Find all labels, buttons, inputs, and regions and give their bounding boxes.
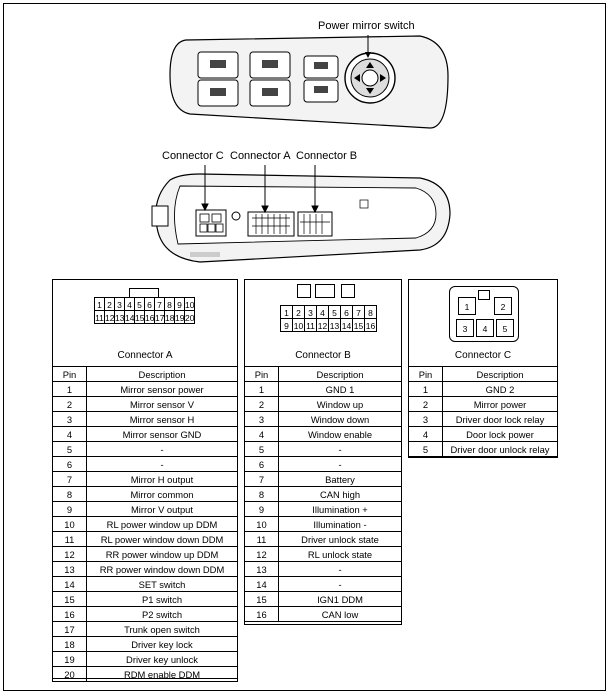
description-cell: GND 1 xyxy=(279,382,402,397)
connector-pin: 6 xyxy=(340,305,353,319)
pin-cell: 3 xyxy=(245,412,279,427)
table-row xyxy=(245,502,402,517)
connector-pin: 1 xyxy=(94,297,105,311)
pin-cell: 12 xyxy=(53,547,87,562)
pin-cell: 14 xyxy=(245,577,279,592)
table-row xyxy=(53,502,238,517)
description-cell: Mirror sensor H xyxy=(87,412,238,427)
pin-cell: 19 xyxy=(53,652,87,667)
description-cell: Illumination + xyxy=(279,502,402,517)
connector-c-table xyxy=(408,366,558,457)
pin-cell: 6 xyxy=(245,457,279,472)
table-row xyxy=(409,442,558,457)
connector-pin: 6 xyxy=(144,297,155,311)
pin-cell: 16 xyxy=(245,607,279,622)
table-row xyxy=(245,427,402,442)
pin-cell: 8 xyxy=(53,487,87,502)
pin-cell: 2 xyxy=(53,397,87,412)
connector-a-title: Connector A xyxy=(117,350,173,361)
connector-pin: 8 xyxy=(164,297,175,311)
description-cell: Mirror common xyxy=(87,487,238,502)
pin-cell: 4 xyxy=(409,427,443,442)
pin-cell: 13 xyxy=(245,562,279,577)
connector-pin: 9 xyxy=(280,318,293,332)
connector-c-pin: 2 xyxy=(494,297,512,315)
pin-cell: 9 xyxy=(245,502,279,517)
table-row xyxy=(53,442,238,457)
connector-pin: 15 xyxy=(352,318,365,332)
description-cell: IGN1 DDM xyxy=(279,592,402,607)
table-row xyxy=(245,487,402,502)
connector-pin: 18 xyxy=(164,310,175,324)
connector-pin: 8 xyxy=(364,305,377,319)
table-row xyxy=(53,532,238,547)
pin-cell: 4 xyxy=(245,427,279,442)
connector-a-label: Connector A xyxy=(230,150,291,162)
table-row xyxy=(53,457,238,472)
description-cell: P1 switch xyxy=(87,592,238,607)
table-row xyxy=(53,547,238,562)
table-row xyxy=(53,622,238,637)
pin-cell: 1 xyxy=(53,382,87,397)
connector-a-panel xyxy=(52,279,238,679)
pin-cell: 13 xyxy=(53,562,87,577)
connector-b-face xyxy=(281,284,377,348)
description-cell: Driver door unlock relay xyxy=(443,442,558,457)
pin-cell: 9 xyxy=(53,502,87,517)
pin-cell: 6 xyxy=(53,457,87,472)
power-mirror-switch-label: Power mirror switch xyxy=(318,20,415,32)
description-cell: Mirror power xyxy=(443,397,558,412)
connector-pin: 9 xyxy=(174,297,185,311)
connector-pin: 14 xyxy=(340,318,353,332)
connector-a-face xyxy=(95,288,197,344)
description-cell: - xyxy=(279,457,402,472)
description-cell: Driver key unlock xyxy=(87,652,238,667)
table-row xyxy=(53,637,238,652)
connector-pin: 16 xyxy=(144,310,155,324)
connector-pin: 14 xyxy=(124,310,135,324)
table-row xyxy=(53,517,238,532)
description-cell: Driver unlock state xyxy=(279,532,402,547)
connector-pin: 20 xyxy=(184,310,195,324)
description-cell: Mirror H output xyxy=(87,472,238,487)
table-row xyxy=(53,397,238,412)
connector-pin: 12 xyxy=(316,318,329,332)
table-row xyxy=(245,607,402,622)
description-cell: Mirror V output xyxy=(87,502,238,517)
table-row xyxy=(53,577,238,592)
connector-a-table xyxy=(52,366,238,682)
description-cell: Trunk open switch xyxy=(87,622,238,637)
connector-b-label: Connector B xyxy=(296,150,358,162)
pin-cell: 15 xyxy=(53,592,87,607)
table-row xyxy=(53,652,238,667)
switch-illustration xyxy=(0,0,611,280)
connector-pin: 19 xyxy=(174,310,185,324)
pin-cell: 5 xyxy=(409,442,443,457)
pin-cell: 11 xyxy=(245,532,279,547)
pin-cell: 3 xyxy=(409,412,443,427)
pin-cell: 7 xyxy=(245,472,279,487)
description-cell: P2 switch xyxy=(87,607,238,622)
pin-cell: 11 xyxy=(53,532,87,547)
description-cell: RR power window up DDM xyxy=(87,547,238,562)
connector-pin: 4 xyxy=(124,297,135,311)
connector-pin: 12 xyxy=(104,310,115,324)
connector-pin: 13 xyxy=(114,310,125,324)
description-cell: CAN high xyxy=(279,487,402,502)
description-cell: Driver door lock relay xyxy=(443,412,558,427)
table-row xyxy=(53,667,238,682)
table-row xyxy=(245,532,402,547)
pin-cell: 15 xyxy=(245,592,279,607)
connector-pin: 7 xyxy=(154,297,165,311)
pin-cell: 2 xyxy=(409,397,443,412)
connector-b-table xyxy=(244,366,402,622)
connector-pin: 11 xyxy=(304,318,317,332)
connector-c-label: Connector C xyxy=(162,150,224,162)
pin-cell: 8 xyxy=(245,487,279,502)
pin-header: Pin xyxy=(245,367,279,382)
connector-pin: 2 xyxy=(292,305,305,319)
table-row xyxy=(245,457,402,472)
connector-pin: 7 xyxy=(352,305,365,319)
table-row xyxy=(409,412,558,427)
table-row xyxy=(245,547,402,562)
description-cell: CAN low xyxy=(279,607,402,622)
description-cell: GND 2 xyxy=(443,382,558,397)
connector-pin: 2 xyxy=(104,297,115,311)
connector-pin: 10 xyxy=(184,297,195,311)
connector-c-pin: 1 xyxy=(458,297,476,315)
connector-pin: 17 xyxy=(154,310,165,324)
pin-cell: 1 xyxy=(409,382,443,397)
pin-cell: 16 xyxy=(53,607,87,622)
connector-pin: 10 xyxy=(292,318,305,332)
connector-c-pin: 3 xyxy=(456,319,474,337)
connector-b-panel xyxy=(244,279,402,625)
pin-cell: 2 xyxy=(245,397,279,412)
table-row xyxy=(53,427,238,442)
pin-cell: 18 xyxy=(53,637,87,652)
pin-cell: 5 xyxy=(53,442,87,457)
table-row xyxy=(245,577,402,592)
description-cell: RL unlock state xyxy=(279,547,402,562)
table-row xyxy=(53,472,238,487)
connector-pin: 11 xyxy=(94,310,105,324)
connector-c-face xyxy=(449,286,519,342)
pin-cell: 14 xyxy=(53,577,87,592)
connector-pin: 5 xyxy=(134,297,145,311)
description-cell: Window up xyxy=(279,397,402,412)
table-row xyxy=(53,562,238,577)
pin-cell: 12 xyxy=(245,547,279,562)
connector-b-title: Connector B xyxy=(295,350,351,361)
connector-pin: 4 xyxy=(316,305,329,319)
table-row xyxy=(245,382,402,397)
table-row xyxy=(245,397,402,412)
description-cell: Window enable xyxy=(279,427,402,442)
connector-c-pin: 5 xyxy=(496,319,514,337)
description-cell: - xyxy=(279,442,402,457)
table-row xyxy=(245,442,402,457)
pin-cell: 10 xyxy=(53,517,87,532)
connector-c-panel xyxy=(408,279,558,458)
pin-cell: 1 xyxy=(245,382,279,397)
description-header: Description xyxy=(87,367,238,382)
description-cell: - xyxy=(279,577,402,592)
connector-pin: 3 xyxy=(304,305,317,319)
pin-cell: 17 xyxy=(53,622,87,637)
description-cell: Mirror sensor V xyxy=(87,397,238,412)
description-cell: Mirror sensor power xyxy=(87,382,238,397)
pin-cell: 3 xyxy=(53,412,87,427)
description-cell: Mirror sensor GND xyxy=(87,427,238,442)
connector-pin: 5 xyxy=(328,305,341,319)
table-row xyxy=(53,382,238,397)
table-row xyxy=(409,382,558,397)
description-cell: - xyxy=(87,457,238,472)
connector-c-title: Connector C xyxy=(454,350,512,361)
table-row xyxy=(245,517,402,532)
pin-cell: 4 xyxy=(53,427,87,442)
table-row xyxy=(53,412,238,427)
pin-cell: 5 xyxy=(245,442,279,457)
description-cell: Illumination - xyxy=(279,517,402,532)
pin-cell: 7 xyxy=(53,472,87,487)
table-row xyxy=(53,487,238,502)
description-cell: Battery xyxy=(279,472,402,487)
table-row xyxy=(409,397,558,412)
connector-pin: 13 xyxy=(328,318,341,332)
connector-pin: 1 xyxy=(280,305,293,319)
connector-c-pin: 4 xyxy=(476,319,494,337)
table-row xyxy=(245,562,402,577)
pin-cell: 20 xyxy=(53,667,87,682)
table-row xyxy=(245,412,402,427)
description-cell: RR power window down DDM xyxy=(87,562,238,577)
description-header: Description xyxy=(443,367,558,382)
description-cell: SET switch xyxy=(87,577,238,592)
connector-pin: 15 xyxy=(134,310,145,324)
connector-pin: 16 xyxy=(364,318,377,332)
description-cell: RL power window up DDM xyxy=(87,517,238,532)
connector-pin: 3 xyxy=(114,297,125,311)
table-row xyxy=(53,592,238,607)
pin-header: Pin xyxy=(409,367,443,382)
description-header: Description xyxy=(279,367,402,382)
description-cell: Door lock power xyxy=(443,427,558,442)
pin-header: Pin xyxy=(53,367,87,382)
description-cell: RL power window down DDM xyxy=(87,532,238,547)
table-row xyxy=(245,592,402,607)
description-cell: Window down xyxy=(279,412,402,427)
table-row xyxy=(409,427,558,442)
description-cell: RDM enable DDM xyxy=(87,667,238,682)
table-row xyxy=(245,472,402,487)
description-cell: - xyxy=(87,442,238,457)
table-row xyxy=(53,607,238,622)
description-cell: - xyxy=(279,562,402,577)
pin-cell: 10 xyxy=(245,517,279,532)
description-cell: Driver key lock xyxy=(87,637,238,652)
